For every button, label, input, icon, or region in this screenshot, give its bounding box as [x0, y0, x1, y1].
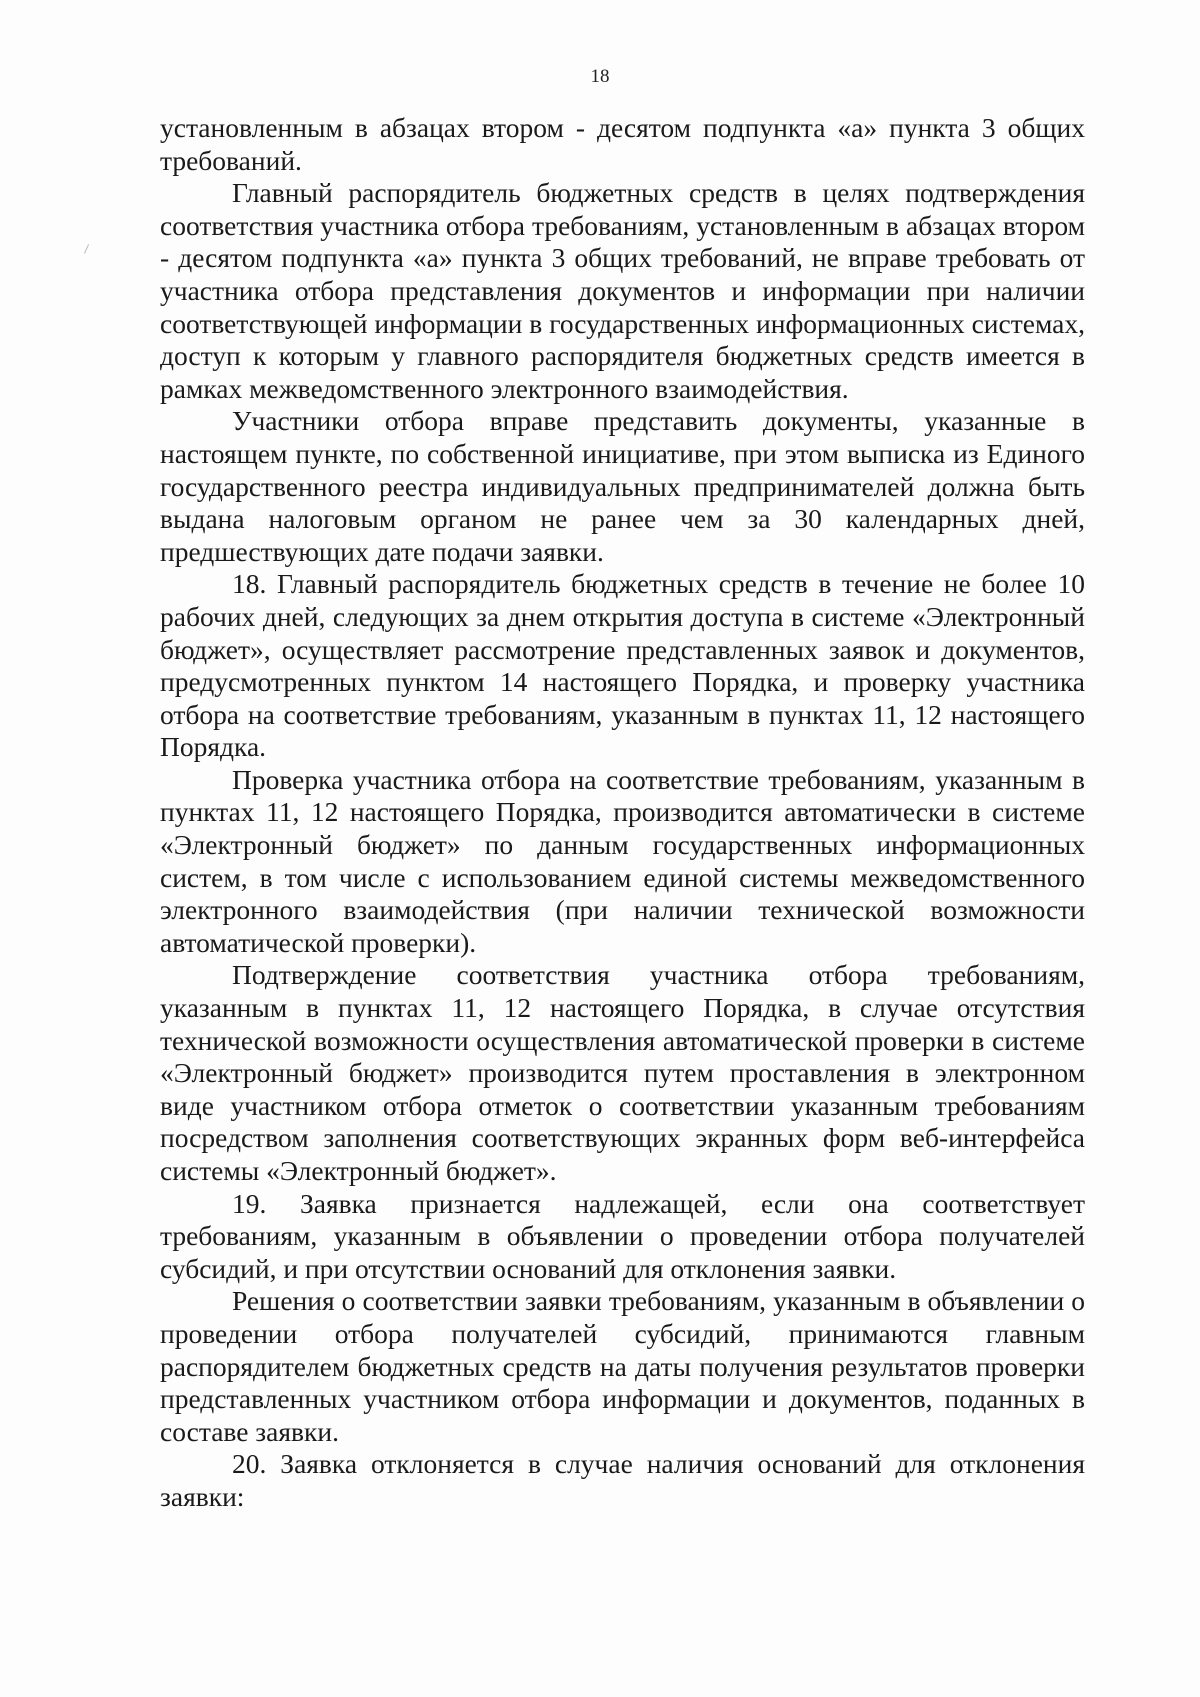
document-body: [160, 112, 1085, 1514]
paragraph: Решения о соответствии заявки требованиям, указанным в объявлении о проведении отбора получателей субсидий, принимаются главным распорядителем бюджетных средств на даты получения результатов проверки представленных участником отбора информации и документов, поданных в составе заявки.: [160, 1285, 1085, 1447]
paragraph-clause-18: 18. Главный распорядитель бюджетных средств в течение не более 10 рабочих дней, следующих за днем открытия доступа в системе «Электронный бюджет», осуществляет рассмотрение представленных заявок и документов, предусмотренных пунктом 14 настоящего Порядка, и проверку участника отбора на соответствие требованиям, указанным в пунктах 11, 12 настоящего Порядка.: [160, 568, 1085, 763]
paragraph: Проверка участника отбора на соответствие требованиям, указанным в пунктах 11, 12 настоящего Порядка, производится автоматически в системе «Электронный бюджет» по данным государственных информационных систем, в том числе с использованием единой системы межведомственного электронного взаимодействия (при наличии технической возможности автоматической проверки).: [160, 763, 1085, 958]
paragraph-clause-20: 20. Заявка отклоняется в случае наличия оснований для отклонения заявки:: [160, 1448, 1085, 1512]
paragraph: Главный распорядитель бюджетных средств в целях подтверждения соответствия участника отбора требованиям, установленным в абзацах втором - десятом подпункта «а» пункта 3 общих требований, не вправе требовать от участника отбора представления документов и информации при наличии соответствующей информации в государственных информационных системах, доступ к которым у главного распорядителя бюджетных средств имеется в рамках межведомственного электронного взаимодействия.: [160, 177, 1085, 404]
page-number: 18: [590, 66, 610, 87]
paragraph-continuation: установленным в абзацах втором - десятом подпункта «а» пункта 3 общих требований.: [160, 112, 1085, 176]
paragraph-clause-19: 19. Заявка признается надлежащей, если она соответствует требованиям, указанным в объявлении о проведении отбора получателей субсидий, и при отсутствии оснований для отклонения заявки.: [160, 1187, 1085, 1284]
scan-artifact-mark: [84, 244, 89, 253]
paragraph: Подтверждение соответствия участника отбора требованиям, указанным в пунктах 11, 12 настоящего Порядка, в случае отсутствия технической возможности осуществления автоматической проверки в системе «Электронный бюджет» производится путем проставления в электронном виде участником отбора отметок о соответствии указанным требованиям посредством заполнения соответствующих экранных форм веб-интерфейса системы «Электронный бюджет».: [160, 959, 1085, 1186]
paragraph: Участники отбора вправе представить документы, указанные в настоящем пункте, по собственной инициативе, при этом выписка из Единого государственного реестра индивидуальных предпринимателей должна быть выдана налоговым органом не ранее чем за 30 календарных дней, предшествующих дате подачи заявки.: [160, 405, 1085, 567]
